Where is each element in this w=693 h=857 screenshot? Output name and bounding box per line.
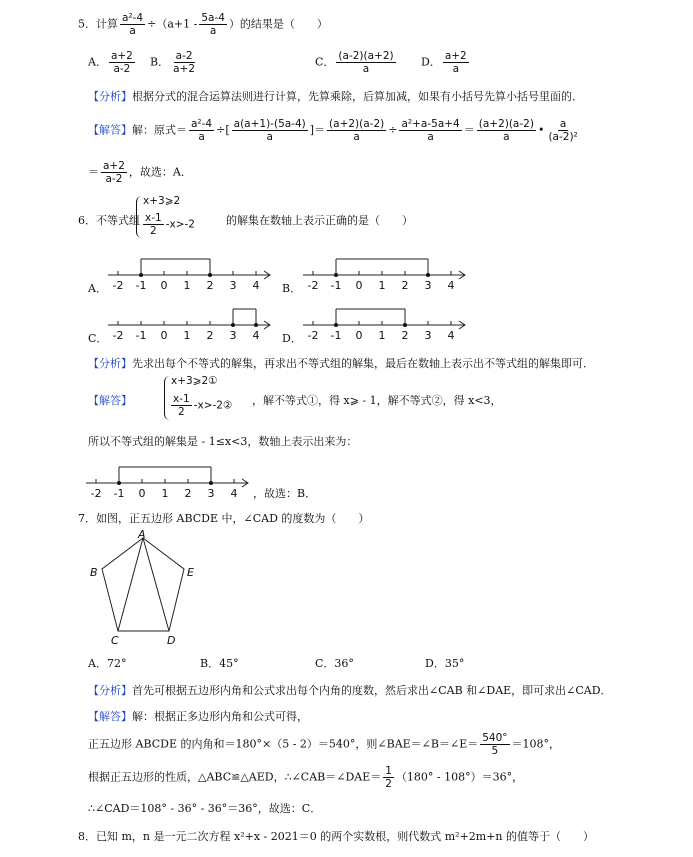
q7-answer-line3: 根据正五边形的性质，△ABC≌△AED，∴∠CAB＝∠DAE＝ $\frac{1}{2}$ （180° - 108°）＝36°， [88, 765, 524, 790]
tick-label: 2 [184, 487, 192, 500]
q6-answer-ineq-2: $\frac{x-1}{2}$ -x>-2② [173, 393, 233, 418]
tick-label: 2 [206, 329, 214, 342]
q5-option-d[interactable]: D． $\frac{a+2}{a}$ [421, 50, 467, 75]
q5-option-b[interactable]: B． $\frac{a-2}{a+2}$ [150, 50, 196, 75]
tick-label: -2 [90, 487, 102, 500]
tick-label: 2 [401, 329, 409, 342]
interval-right-dot [209, 481, 213, 485]
q7-stem: 7．如图，正五边形 ABCDE 中，∠CAD 的度数为（ ） [78, 512, 370, 525]
q7-answer-line4: ∴∠CAD＝108° - 36° - 36°＝36°，故选：C． [88, 802, 322, 815]
vertex-a: A [138, 528, 146, 541]
pentagon-figure [85, 528, 215, 648]
tick-label: 2 [206, 279, 214, 292]
tick-label: 4 [447, 279, 455, 292]
vertex-e: E [187, 566, 194, 579]
q7-option-b[interactable]: B．45° [200, 657, 239, 670]
analysis-tag: 【分析】 [88, 90, 132, 103]
interval-left-dot [334, 323, 338, 327]
interval-right-dot [426, 273, 430, 277]
tick-label: 1 [378, 279, 386, 292]
segment-ad [143, 538, 169, 631]
q7-option-d[interactable]: D．35° [425, 657, 465, 670]
tick-label: -1 [135, 329, 147, 342]
q6-answer-conclusion: ，故选：B． [253, 487, 317, 500]
q8-stem: 8．已知 m，n 是一元二次方程 x²+x - 2021＝0 的两个实数根，则代数式 m²+2m+n 的值等于（ ） [78, 830, 595, 843]
vertex-b: B [90, 566, 98, 579]
interval-right-dot [254, 323, 258, 327]
q6-answer-line2: 所以不等式组的解集是 - 1≤x<3，数轴上表示出来为： [88, 435, 358, 448]
q6-option-c-label[interactable]: C． [88, 332, 108, 345]
tick-label: 4 [252, 279, 260, 292]
number-line-c[interactable] [100, 297, 280, 347]
tick-label: 4 [252, 329, 260, 342]
tick-label: 0 [160, 279, 168, 292]
tick-label: 3 [424, 329, 432, 342]
q6-inequality-2: $\frac{x-1}{2}$ -x>-2 [145, 212, 195, 237]
tick-label: 3 [207, 487, 215, 500]
q6-answer-ineq-1: x+3⩾2① [171, 375, 218, 387]
q5-solution-line1: 【解答】解：原式＝ $\frac{\text{a²-4}}{a}$ ÷[ $\frac{a(a+1)-(5a-4)}{a}$ ]＝ $\frac{(a+2)(a-2)}{a}$ ÷ $\frac{\text{a²+a-5a+4}}{a}$ ＝ $\frac{(a+2)(a-2)}{a}$ • $\frac{a}{\text{(a-2)²}}$ [88, 118, 578, 143]
q6-stem-tail: 的解集在数轴上表示正确的是（ ） [226, 214, 413, 227]
vertex-d: D [167, 634, 176, 647]
pentagon-outline [102, 538, 184, 631]
q5-option-c[interactable]: C． $\frac{(a-2)(a+2)}{a}$ [315, 50, 394, 75]
interval-right-dot [208, 273, 212, 277]
q5-number: 5． [78, 17, 96, 31]
interval-right-dot [403, 323, 407, 327]
tick-label: 1 [183, 329, 191, 342]
q5-option-a[interactable]: A． $\frac{a+2}{a-2}$ [88, 50, 133, 75]
number-line-a[interactable] [100, 247, 280, 297]
number-line-b[interactable] [295, 247, 475, 297]
q6-stem: 6．不等式组 [78, 214, 140, 227]
vertex-c: C [111, 634, 119, 647]
tick-label: -2 [112, 329, 124, 342]
tick-label: -2 [112, 279, 124, 292]
tick-label: -1 [330, 329, 342, 342]
number-line-answer [78, 455, 258, 505]
tick-label: 0 [355, 329, 363, 342]
q5-fraction-1: $\frac{\text{a²-4}}{a}$ [122, 12, 144, 37]
tick-label: 0 [355, 279, 363, 292]
tick-label: 3 [229, 279, 237, 292]
answer-tag: 【解答】 [88, 123, 132, 137]
q6-option-a-label[interactable]: A． [88, 282, 107, 295]
tick-label: 0 [138, 487, 146, 500]
interval-left-dot [231, 323, 235, 327]
tick-label: 2 [401, 279, 409, 292]
q5-solution-line2: ＝ $\frac{a+2}{a-2}$ ，故选：A． [88, 160, 192, 185]
q5-fraction-2: $\frac{5a-4}{a}$ [201, 12, 225, 37]
q7-option-c[interactable]: C．36° [315, 657, 354, 670]
q6-answer-text: ，解不等式①，得 x⩾ - 1，解不等式②，得 x<3， [252, 394, 502, 407]
tick-label: 4 [447, 329, 455, 342]
tick-label: -1 [135, 279, 147, 292]
q6-option-d-label[interactable]: D． [282, 332, 302, 345]
q5-stem: 5．计算 $\frac{\text{a²-4}}{a}$ ÷（a+1 - $\frac{5a-4}{a}$ ）的结果是（ ） [78, 12, 328, 37]
q6-option-b-label[interactable]: B． [282, 282, 302, 295]
q7-analysis: 【分析】首先可根据五边形内角和公式求出每个内角的度数，然后求出∠CAB 和∠DAE，即可求出∠CAD． [88, 684, 612, 697]
q7-option-a[interactable]: A．72° [88, 657, 127, 670]
interval-left-dot [334, 273, 338, 277]
tick-label: -2 [307, 329, 319, 342]
segment-ac [118, 538, 143, 631]
q6-inequality-1: x+3⩾2 [143, 195, 181, 207]
tick-label: 0 [160, 329, 168, 342]
tick-label: 1 [161, 487, 169, 500]
q7-answer-line1: 【解答】解：根据正多边形内角和公式可得， [88, 710, 308, 723]
tick-label: 4 [230, 487, 238, 500]
q6-answer-tag: 【解答】 [88, 394, 132, 407]
tick-label: 3 [424, 279, 432, 292]
q7-answer-line2: 正五边形 ABCDE 的内角和＝180°×（5 - 2）＝540°，则∠BAE＝∠B＝∠E＝ $\frac{540^\circ}{5}$ ＝108°， [88, 732, 561, 757]
tick-label: -1 [113, 487, 125, 500]
tick-label: -1 [330, 279, 342, 292]
q5-analysis: 【分析】根据分式的混合运算法则进行计算，先算乘除，后算加减，如果有小括号先算小括号里面的． [88, 90, 583, 103]
tick-label: 1 [378, 329, 386, 342]
number-line-d[interactable] [295, 297, 475, 347]
interval-left-dot [117, 481, 121, 485]
tick-label: 3 [229, 329, 237, 342]
interval-left-dot [139, 273, 143, 277]
tick-label: -2 [307, 279, 319, 292]
tick-label: 1 [183, 279, 191, 292]
q6-analysis: 【分析】先求出每个不等式的解集，再求出不等式组的解集，最后在数轴上表示出不等式组的解集即可． [88, 357, 594, 370]
